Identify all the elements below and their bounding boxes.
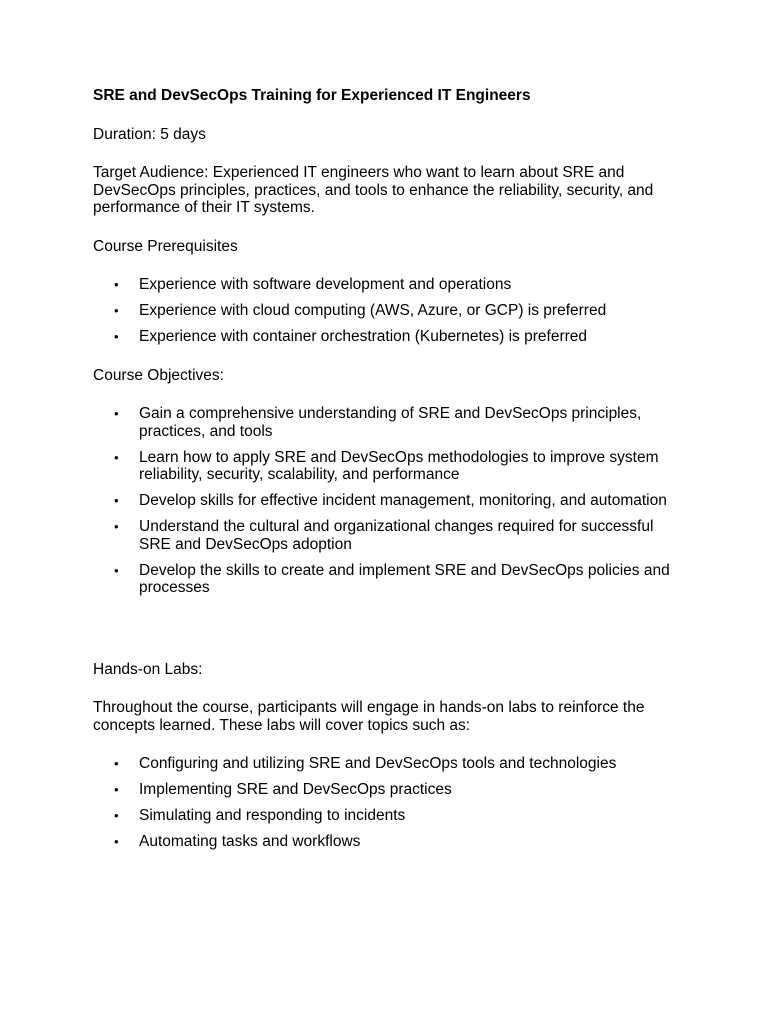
list-item-text: Gain a comprehensive understanding of SRE and DevSecOps principles, practices, and tools [139,405,642,440]
prerequisites-heading: Course Prerequisites [93,237,238,255]
list-item [93,833,683,851]
list-item [93,492,683,510]
labs-intro-text: Throughout the course, participants will engage in hands-on labs to reinforce the concepts learned. These labs will cover topics such as: [93,699,645,734]
list-item [93,562,683,597]
objectives-list [93,405,683,597]
bullet-icon: • [114,277,119,292]
bullet-icon: • [114,406,119,421]
bullet-icon: • [114,562,119,578]
bullet-icon: • [114,329,119,344]
bullet-icon: • [114,782,119,797]
objectives-heading: Course Objectives: [93,366,224,384]
list-item [93,518,683,553]
list-item-text: Simulating and responding to incidents [139,807,406,824]
list-item [93,755,683,773]
bullet-icon: • [114,303,119,318]
list-item-text: Develop the skills to create and implement SRE and DevSecOps policies and processes [139,561,670,596]
list-item [93,328,683,346]
list-item [93,302,683,320]
prerequisites-list [93,276,683,346]
list-item [93,449,683,484]
list-item [93,807,683,825]
bullet-icon: • [114,756,119,771]
section-spacer [93,618,683,661]
list-item [93,276,683,294]
list-item-text: Experience with cloud computing (AWS, Azure, or GCP) is preferred [139,302,607,319]
list-item-text: Experience with software development and operations [139,276,512,293]
list-item-text: Experience with container orchestration (Kubernetes) is preferred [139,328,588,345]
bullet-icon: • [114,834,119,849]
list-item [93,781,683,799]
list-item [93,405,683,440]
list-item-text: Learn how to apply SRE and DevSecOps methodologies to improve system reliability, security, scalability, and performance [139,448,659,483]
list-item-text: Implementing SRE and DevSecOps practices [139,781,452,798]
duration-text: Duration: 5 days [93,125,206,143]
list-item-text: Develop skills for effective incident management, monitoring, and automation [139,492,667,509]
document-page [93,87,683,872]
target-audience-text: Target Audience: Experienced IT engineers who want to learn about SRE and DevSecOps principles, practices, and tools to enhance the reliability, security, and performance of their IT systems. [93,164,654,216]
bullet-icon: • [114,449,119,465]
list-item-text: Configuring and utilizing SRE and DevSecOps tools and technologies [139,755,617,772]
list-item-text: Automating tasks and workflows [139,833,361,850]
list-item-text: Understand the cultural and organizational changes required for successful SRE and DevSecOps adoption [139,518,654,553]
labs-heading: Hands-on Labs: [93,660,203,678]
document-title: SRE and DevSecOps Training for Experienced IT Engineers [93,87,531,104]
bullet-icon: • [114,519,119,534]
labs-list [93,755,683,851]
bullet-icon: • [114,808,119,823]
bullet-icon: • [114,493,119,508]
